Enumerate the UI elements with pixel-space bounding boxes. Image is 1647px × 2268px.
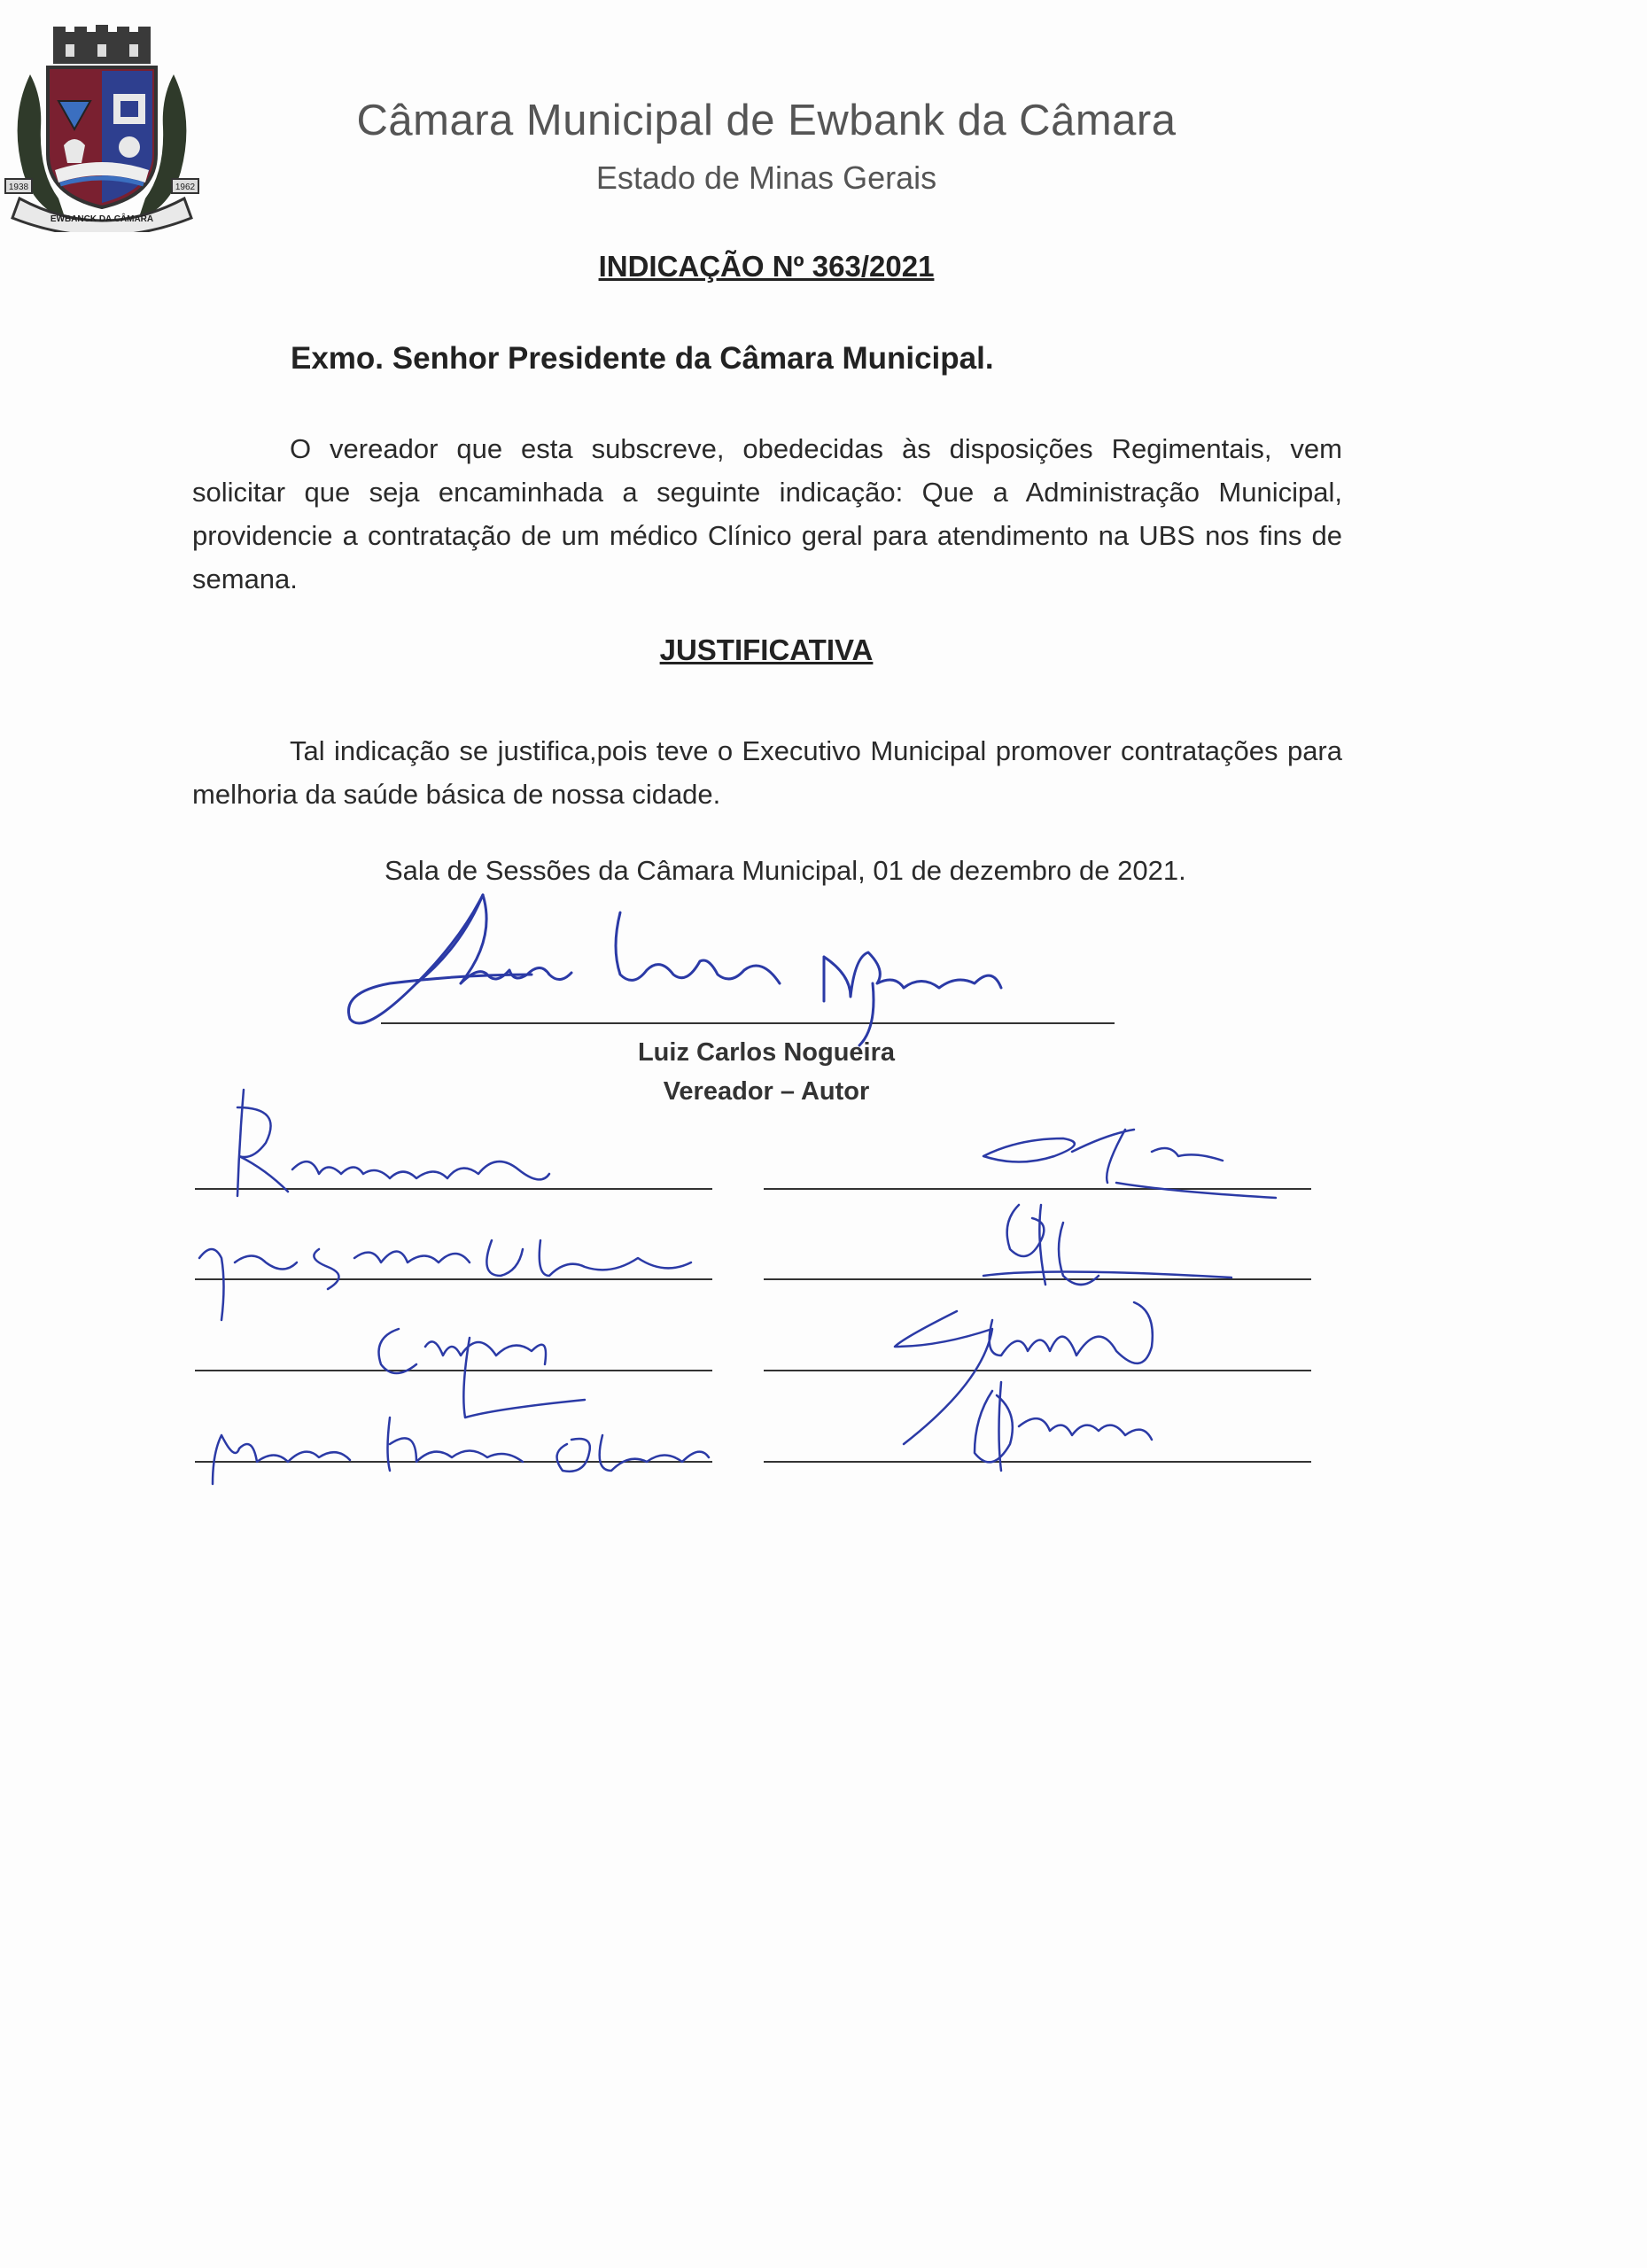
signature-line-right-3 [764,1370,1311,1371]
crest-year-right: 1962 [175,183,196,192]
signature-right-2 [983,1205,1231,1285]
signature-line-left-1 [195,1188,712,1190]
signature-line-left-2 [195,1278,712,1280]
signature-line-left-4 [195,1461,712,1463]
crest-year-left: 1938 [8,183,29,192]
document-title: INDICAÇÃO Nº 363/2021 [598,250,935,283]
signature-line-right-2 [764,1278,1311,1280]
body-paragraph: O vereador que esta subscreve, obedecidas às disposições Regimentais, vem solicitar que seja encaminhada a seguinte indicação: Que a Administração Municipal, providencie a contratação de um médico Clínico geral para atendimento na UBS nos fins de semana. [192,433,1342,594]
signature-line-right-1 [764,1188,1311,1190]
signature-left-2 [199,1240,691,1320]
author-name: Luiz Carlos Nogueira [637,1038,896,1067]
signature-line-right-4 [764,1461,1311,1463]
author-role: Vereador – Autor [663,1077,870,1106]
signature-right-4 [975,1382,1152,1471]
justification-paragraph: Tal indicação se justifica,pois teve o Executivo Municipal promover contratações para melhoria da saúde básica de nossa cidade. [192,735,1342,810]
place-and-date: Sala de Sessões da Câmara Municipal, 01 de dezembro de 2021. [385,855,1186,886]
signature-right-3 [895,1302,1153,1444]
institution-name: Câmara Municipal de Ewbank da Câmara [356,97,1177,144]
justification-heading: JUSTIFICATIVA [659,633,874,666]
author-signature-line [381,1022,1115,1024]
signature-left-3 [379,1329,586,1418]
crest-ribbon-text: EWBANCK DA CÂMARA [50,214,154,224]
salutation: Exmo. Senhor Presidente da Câmara Municipal. [291,341,994,376]
signature-line-left-3 [195,1370,712,1371]
state-name: Estado de Minas Gerais [595,159,937,196]
signature-mauro [213,1418,709,1484]
